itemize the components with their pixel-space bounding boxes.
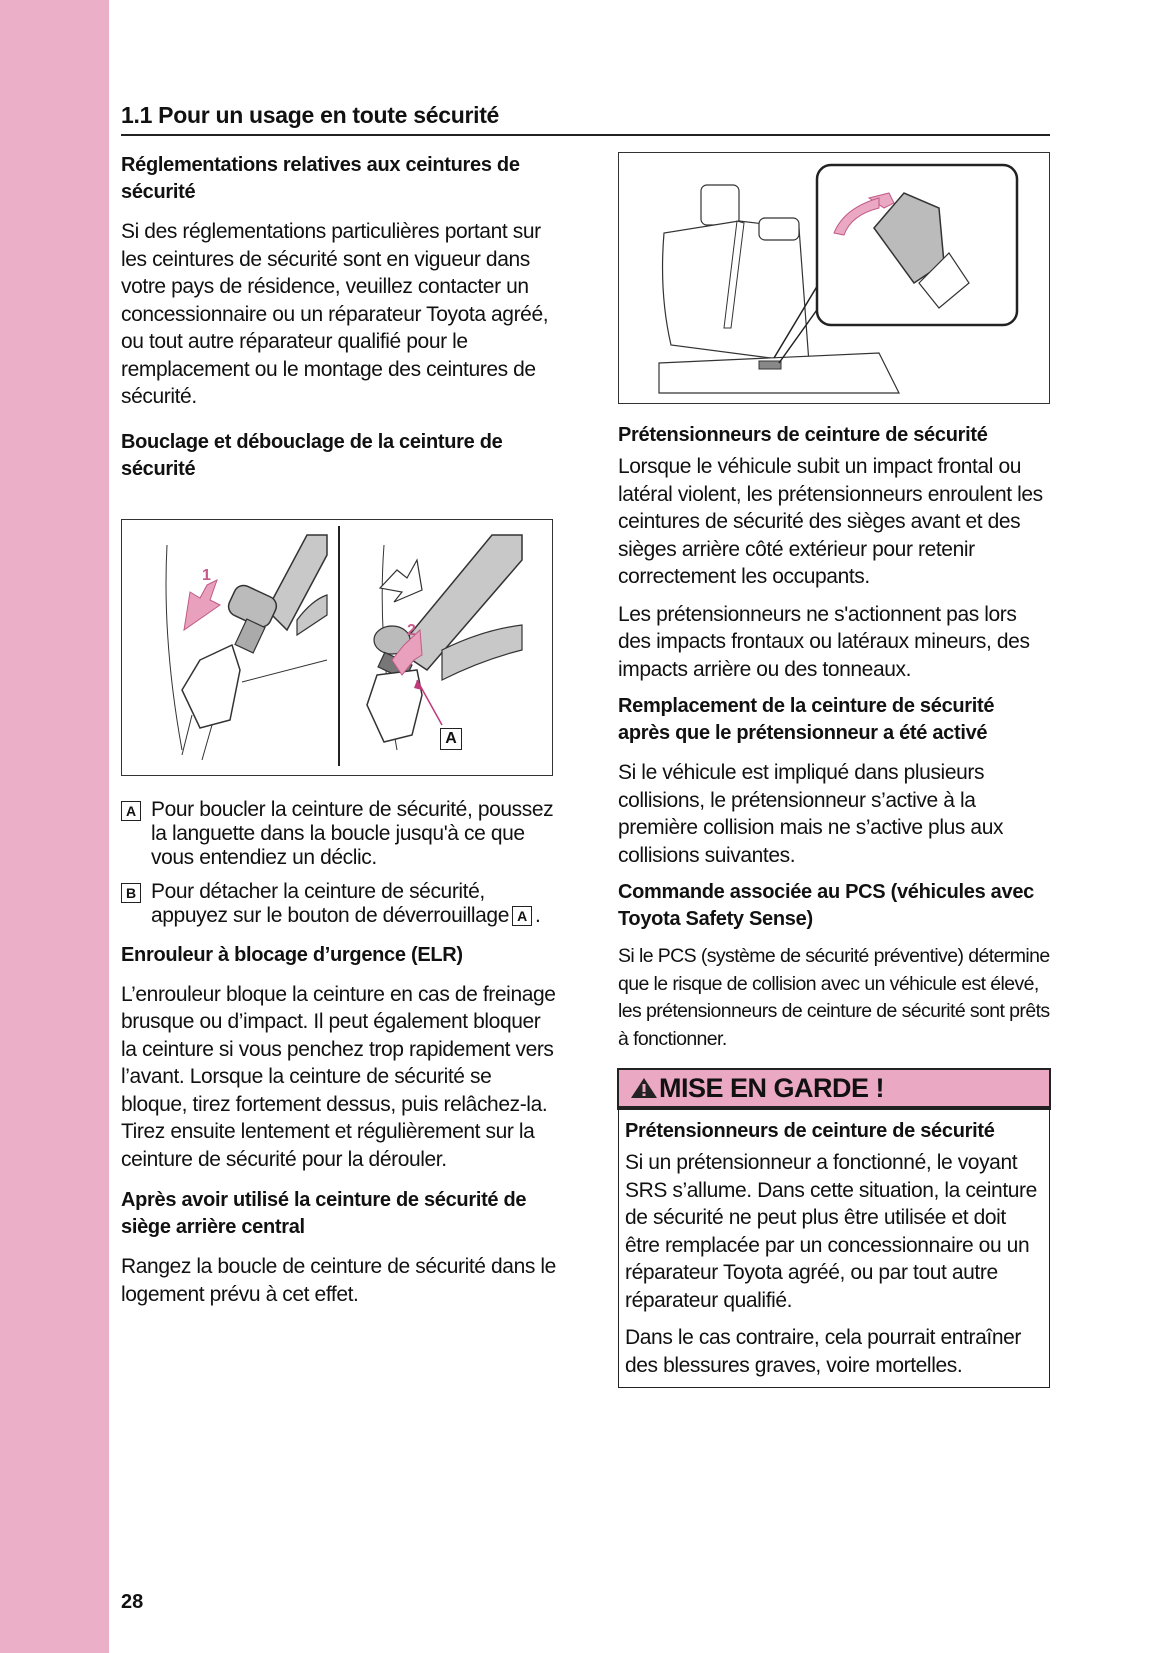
svg-text:1: 1 <box>202 566 211 584</box>
text-elr: L’enrouleur bloque la ceinture en cas de freinage brusque ou d’impact. Il peut également bloquer la ceinture si vous penchez trop rapidement vers l’avant. Lorsque la ceinture de sécurité se bloque, tirez fortement dessus, puis relâchez-la. Tirez ensuite lentement et régulièrement sur la ceinture de sécurité pour la dérouler. <box>121 982 556 1171</box>
panel-divider <box>338 526 340 766</box>
text-replacement: Si le véhicule est impliqué dans plusieurs collisions, le prétensionneur s’active à la première collision mais ne s’active plus aux collisions suivantes. <box>618 761 1004 867</box>
buckle-drawing <box>122 520 552 774</box>
section-header <box>121 100 1050 136</box>
heading-pcs: Commande associée au PCS (véhicules avec Toyota Safety Sense) <box>618 881 1034 930</box>
page-number: 28 <box>121 1591 144 1613</box>
right-column <box>618 152 1050 1388</box>
heading-regulations: Réglementations relatives aux ceintures de sécurité <box>121 154 520 203</box>
callout-a: A <box>440 728 462 750</box>
rear-seat-buckle-illustration <box>618 152 1050 404</box>
warning-triangle-icon <box>629 1076 659 1100</box>
heading-replacement: Remplacement de la ceinture de sécurité après que le prétensionneur a été activé <box>618 695 995 744</box>
warning-heading: Prétensionneurs de ceinture de sécurité <box>625 1120 995 1142</box>
warning-body <box>619 1108 1049 1387</box>
warning-text-2: Dans le cas contraire, cela pourrait entraîner des blessures graves, voire mortelles. <box>625 1326 1021 1377</box>
step-b-text-main: Pour détacher la ceinture de sécurité, appuyez sur le bouton de déverrouillage <box>151 879 509 927</box>
badge-a: A <box>121 801 141 821</box>
inline-badge-a: A <box>512 906 532 926</box>
warning-title: MISE EN GARDE ! <box>659 1072 885 1103</box>
badge-b: B <box>121 883 141 903</box>
text-rear-center: Rangez la boucle de ceinture de sécurité dans le logement prévu à cet effet. <box>121 1255 556 1306</box>
buckle-illustration <box>121 519 553 776</box>
step-b-text <box>151 880 556 928</box>
rear-seat-drawing <box>619 153 1049 402</box>
left-column <box>121 152 556 1318</box>
heading-rear-center: Après avoir utilisé la ceinture de sécurité de siège arrière central <box>121 1189 527 1238</box>
text-regulations: Si des réglementations particulières portant sur les ceintures de sécurité sont en vigueur dans votre pays de résidence, veuillez contacter un concessionnaire ou un réparateur Toyota agréé, ou tout autre réparateur qualifié pour le remplacement ou le montage des ceintures de sécurité. <box>121 220 549 408</box>
text-pcs: Si le PCS (système de sécurité préventive) détermine que le risque de collision avec un véhicule est élevé, les prétensionneurs de ceinture de sécurité sont prêts à fonctionner. <box>618 945 1050 1050</box>
chapter-color-tab <box>0 0 109 1653</box>
step-a <box>121 798 556 870</box>
heading-buckling: Bouclage et débouclage de la ceinture de sécurité <box>121 430 503 480</box>
section-title: 1.1 Pour un usage en toute sécurité <box>121 102 500 128</box>
svg-text:2: 2 <box>407 621 416 639</box>
heading-pretensioners: Prétensionneurs de ceinture de sécurité <box>618 424 988 446</box>
step-b <box>121 880 556 928</box>
warning-header <box>619 1070 1049 1108</box>
heading-elr: Enrouleur à blocage d’urgence (ELR) <box>121 943 463 966</box>
warning-box <box>618 1069 1050 1388</box>
text-pretensioners-2: Les prétensionneurs ne s'actionnent pas lors des impacts frontaux ou latéraux mineurs, des impacts arrière ou des tonneaux. <box>618 602 1030 681</box>
warning-text-1: Si un prétensionneur a fonctionné, le voyant SRS s’allume. Dans cette situation, la ceinture de sécurité ne peut plus être utilisée et doit être remplacée par un concessionnaire ou un réparateur Toyota agréé, ou par tout autre réparateur qualifié. <box>625 1151 1037 1312</box>
step-a-text: Pour boucler la ceinture de sécurité, poussez la languette dans la boucle jusqu'à ce que vous entendiez un déclic. <box>151 797 554 869</box>
step-b-period: . <box>535 903 541 927</box>
text-pretensioners-1: Lorsque le véhicule subit un impact frontal ou latéral violent, les prétensionneurs enroulent les ceintures de sécurité des sièges avant et des sièges arrière côté extérieur pour retenir correctement les occupants. <box>618 455 1043 588</box>
